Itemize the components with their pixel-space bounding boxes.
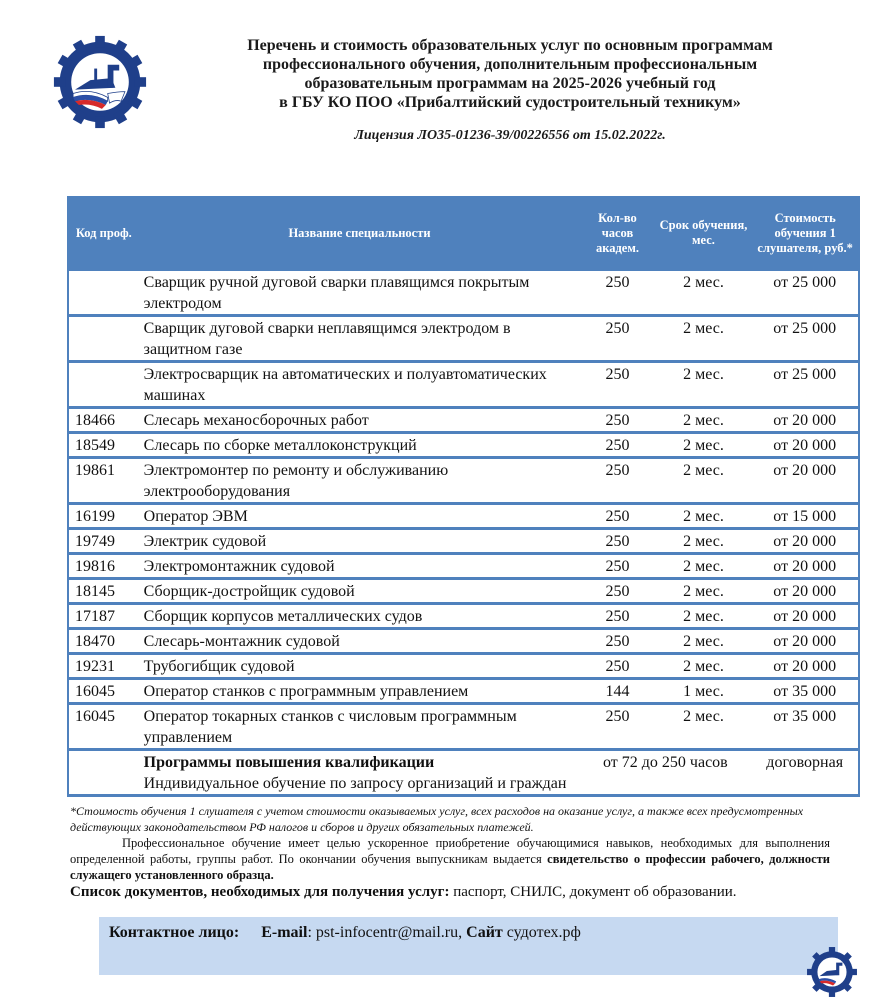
cell-term: 2 мес. [656,604,752,629]
price-footnote: *Стоимость обучения 1 слушателя с учетом стоимости оказываемых услуг, всех расходов на оказание услуг, а также всех предусмотренных действующих законодательством РФ налогов и сборов и других обязательных платежей. [70,804,804,834]
cell-hours: 250 [579,504,655,529]
cell-code: 19861 [68,458,140,504]
table-row [68,316,859,362]
table-row [68,654,859,679]
cell-name: Оператор станков с программным управлением [140,679,580,704]
cell-code: 18549 [68,433,140,458]
cell-code: 16045 [68,704,140,750]
cell-price: от 25 000 [751,362,859,408]
contact-label: Контактное лицо: [109,924,240,941]
col-header-hours: Кол-во часов академ. [579,197,655,270]
cell-code: 19231 [68,654,140,679]
cell-code: 16199 [68,504,140,529]
table-row [68,679,859,704]
cell-price: от 20 000 [751,579,859,604]
table-row [68,629,859,654]
cell-name: Сварщик дуговой сварки неплавящимся электродом в защитном газе [140,316,580,362]
title-line-4: в ГБУ КО ПОО «Прибалтийский судостроительный техникум» [279,94,741,111]
cell-name: Трубогибщик судовой [140,654,580,679]
cell-code [68,362,140,408]
cell-code: 17187 [68,604,140,629]
cell-price: от 25 000 [751,270,859,316]
cell-term: 2 мес. [656,458,752,504]
required-documents [70,882,850,902]
cell-term: 2 мес. [656,504,752,529]
cell-price: от 35 000 [751,704,859,750]
cell-hours: 250 [579,408,655,433]
email-link[interactable]: : pst-infocentr@mail.ru, [307,924,467,941]
document-title [190,36,830,112]
cell-price: договорная [751,750,859,796]
cell-hours: 250 [579,362,655,408]
description-certificate: свидетельство о профессии рабочего, должности служащего установленного образца. [70,852,830,882]
cell-hours: 144 [579,679,655,704]
documents-list: паспорт, СНИЛС, документ об образовании. [449,884,737,900]
table-header-row [68,197,859,270]
cell-term: 2 мес. [656,316,752,362]
cell-price: от 20 000 [751,629,859,654]
cell-hours: 250 [579,654,655,679]
cell-term: 2 мес. [656,579,752,604]
cell-name: Электросварщик на автоматических и полуавтоматических машинах [140,362,580,408]
cell-term: 2 мес. [656,408,752,433]
cell-name: Сборщик корпусов металлических судов [140,604,580,629]
table-row [68,408,859,433]
title-line-2: профессионального обучения, дополнительным профессиональным [262,56,758,73]
title-line-1: Перечень и стоимость образовательных услуг по основным программам [247,37,773,54]
cell-name: Сварщик ручной дуговой сварки плавящимся покрытым электродом [140,270,580,316]
cell-hours: 250 [579,316,655,362]
cell-hours: 250 [579,529,655,554]
description-text: Профессиональное обучение имеет целью ускоренное приобретение обучающимися навыков, необходимых для выполнения определенной работы, группы работ. По окончании обучения выпускникам выдается [70,836,830,866]
site-label: Сайт [466,924,503,941]
cell-name: Электромонтер по ремонту и обслуживанию электрооборудования [140,458,580,504]
col-header-price: Стоимость обучения 1 слушателя, руб.* [751,197,859,270]
cell-term: 2 мес. [656,629,752,654]
cell-price: от 20 000 [751,529,859,554]
cell-hours: 250 [579,458,655,504]
cell-price: от 15 000 [751,504,859,529]
cell-price: от 20 000 [751,408,859,433]
table-row [68,579,859,604]
table-row [68,433,859,458]
qualification-title: Программы повышения квалификации [143,754,435,771]
cell-name: Электромонтажник судовой [140,554,580,579]
cell-price: от 20 000 [751,554,859,579]
cell-name: Слесарь механосборочных работ [140,408,580,433]
cell-code: 18466 [68,408,140,433]
cell-code: 18470 [68,629,140,654]
cell-price: от 20 000 [751,433,859,458]
training-description [70,835,830,883]
license-line: Лицензия ЛО35-01236-39/00226556 от 15.02.2022г. [354,128,666,143]
cell-price: от 35 000 [751,679,859,704]
cell-hours: 250 [579,554,655,579]
cell-price: от 25 000 [751,316,859,362]
col-header-name: Название специальности [140,197,580,270]
table-row [68,458,859,504]
cell-term: 2 мес. [656,529,752,554]
cell-hours: 250 [579,270,655,316]
table-row [68,554,859,579]
technikum-logo-icon [52,34,148,130]
cell-term: 2 мес. [656,704,752,750]
cell-term: 2 мес. [656,654,752,679]
contact-box [99,917,838,975]
qualification-row [68,750,859,796]
cell-hours: 250 [579,704,655,750]
cell-qualification [140,750,580,796]
documents-label: Список документов, необходимых для получения услуг: [70,884,450,900]
cell-name: Электрик судовой [140,529,580,554]
cell-name: Оператор ЭВМ [140,504,580,529]
site-link[interactable]: судотех.рф [502,924,581,941]
cell-code-empty [68,750,140,796]
email-label: E-mail [261,924,308,941]
cell-price: от 20 000 [751,604,859,629]
table-row [68,704,859,750]
cell-name: Сборщик-достройщик судовой [140,579,580,604]
technikum-logo-small-icon [806,946,858,998]
title-line-3: образовательным программам на 2025-2026 учебный год [304,75,716,92]
cell-code: 19749 [68,529,140,554]
table-row [68,604,859,629]
services-price-table [67,196,860,797]
table-row [68,270,859,316]
cell-term: 2 мес. [656,433,752,458]
table-row [68,504,859,529]
qualification-subtitle: Индивидуальное обучение по запросу организаций и граждан [143,775,567,792]
cell-term: 2 мес. [656,362,752,408]
cell-term: 2 мес. [656,554,752,579]
cell-hours: 250 [579,604,655,629]
cell-code [68,270,140,316]
cell-hours: 250 [579,629,655,654]
cell-hours-term: от 72 до 250 часов [579,750,751,796]
cell-hours: 250 [579,579,655,604]
cell-price: от 20 000 [751,458,859,504]
cell-code: 18145 [68,579,140,604]
cell-name: Оператор токарных станков с числовым программным управлением [140,704,580,750]
table-row [68,362,859,408]
cell-code: 16045 [68,679,140,704]
cell-name: Слесарь-монтажник судовой [140,629,580,654]
col-header-code: Код проф. [68,197,140,270]
cell-price: от 20 000 [751,654,859,679]
cell-name: Слесарь по сборке металлоконструкций [140,433,580,458]
col-header-term: Срок обучения, мес. [656,197,752,270]
cell-code [68,316,140,362]
cell-hours: 250 [579,433,655,458]
cell-code: 19816 [68,554,140,579]
cell-term: 1 мес. [656,679,752,704]
table-row [68,529,859,554]
cell-term: 2 мес. [656,270,752,316]
